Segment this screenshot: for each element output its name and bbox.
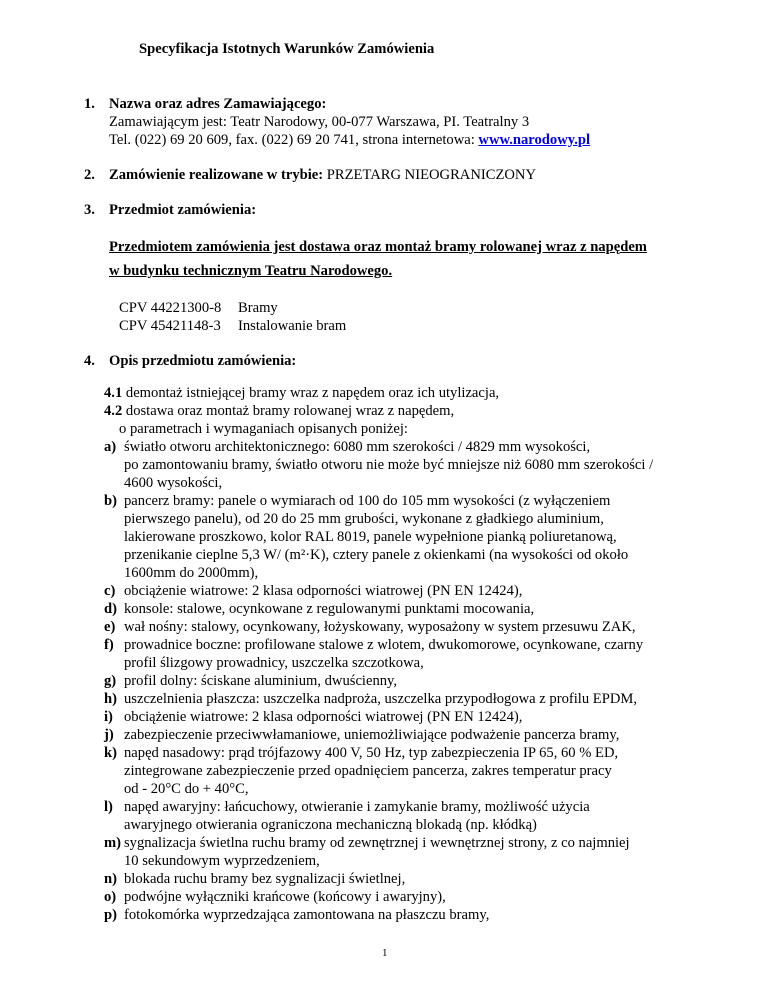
- requirement-text: fotokomórka wyprzedzająca zamontowana na płaszczu bramy,: [124, 907, 490, 923]
- requirement-text: prowadnice boczne: profilowane stalowe z wlotem, dwukomorowe, ocynkowane, czarny: [124, 637, 644, 653]
- requirement-item: [104, 798, 590, 816]
- section-title: Nazwa oraz adres Zamawiającego:: [109, 96, 327, 112]
- page-number: 1: [382, 947, 388, 959]
- cpv-description: Instalowanie bram: [238, 318, 347, 334]
- requirement-text: zintegrowane zabezpieczenie przed opadnięciem pancerza, zakres temperatur pracy: [124, 763, 612, 779]
- requirement-text: konsole: stalowe, ocynkowane z regulowanymi punktami mocowania,: [124, 601, 535, 617]
- section-title: Opis przedmiotu zamówienia:: [109, 353, 297, 369]
- requirement-label: g): [104, 673, 117, 689]
- requirement-item: [104, 870, 405, 888]
- point-4-1: [104, 384, 499, 402]
- requirement-item: [104, 636, 643, 654]
- requirement-text: po zamontowaniu bramy, światło otworu nie może być mniejsze niż 6080 mm szerokości /: [124, 457, 654, 473]
- page-title: Specyfikacja Istotnych Warunków Zamówienia: [139, 41, 435, 57]
- requirement-item: [104, 672, 397, 690]
- subject-underlined-line-2: w budynku technicznym Teatru Narodowego.: [109, 263, 393, 279]
- cpv-code: CPV 44221300-8: [119, 300, 222, 316]
- website-link[interactable]: www.narodowy.pl: [478, 132, 591, 148]
- requirement-text: światło otworu architektonicznego: 6080 mm szerokości / 4829 mm wysokości,: [124, 439, 591, 455]
- requirement-text: przenikanie cieplne 5,3 W/ (m²·K), cztery panele z okienkami (na wysokości od około: [124, 547, 629, 563]
- section-number: 2.: [84, 167, 95, 183]
- requirement-item: [104, 834, 630, 852]
- requirement-text: napęd awaryjny: łańcuchowy, otwieranie i zamykanie bramy, możliwość użycia: [124, 799, 590, 815]
- procedure-type: PRZETARG NIEOGRANICZONY: [323, 167, 537, 183]
- contracting-authority-line: Zamawiającym jest: Teatr Narodowy, 00-077 Warszawa, PI. Teatralny 3: [109, 114, 530, 130]
- requirement-text: zabezpieczenie przeciwwłamaniowe, uniemożliwiające podważenie pancerza bramy,: [124, 727, 620, 743]
- requirement-text: profil dolny: ściskane aluminium, dwuścienny,: [124, 673, 398, 689]
- cpv-row: [119, 299, 278, 317]
- requirement-item-continuation: [124, 780, 249, 798]
- requirement-text: obciążenie wiatrowe: 2 klasa odporności wiatrowej (PN EN 12424),: [124, 583, 523, 599]
- section-2-heading: [84, 166, 536, 184]
- requirement-item: [104, 906, 489, 924]
- requirement-text: blokada ruchu bramy bez sygnalizacji świetlnej,: [124, 871, 406, 887]
- requirement-item: [104, 492, 610, 510]
- requirement-text: sygnalizacja świetlna ruchu bramy od zewnętrznej i wewnętrznej strony, z co najmniej: [124, 835, 630, 851]
- requirement-item-continuation: [124, 564, 258, 582]
- requirement-text: 10 sekundowym wyprzedzeniem,: [124, 853, 320, 869]
- point-4-2: [104, 402, 454, 420]
- requirement-item: [104, 726, 619, 744]
- point-number: 4.2: [104, 403, 123, 419]
- requirement-text: podwójne wyłączniki krańcowe (końcowy i awaryjny),: [124, 889, 446, 905]
- requirement-item: [104, 744, 618, 762]
- section-1-heading: [84, 95, 326, 113]
- section-number: 1.: [84, 96, 95, 112]
- requirement-label: n): [104, 871, 117, 887]
- requirement-label: p): [104, 907, 117, 923]
- requirement-label: e): [104, 619, 116, 635]
- requirement-label: h): [104, 691, 117, 707]
- requirement-item-continuation: [124, 762, 612, 780]
- requirement-text: od - 20°C do + 40°C,: [124, 781, 249, 797]
- section-4-heading: [84, 352, 296, 370]
- cpv-code: CPV 45421148-3: [119, 318, 221, 334]
- requirement-label: k): [104, 745, 117, 761]
- requirement-item-continuation: [124, 510, 604, 528]
- requirement-item: [104, 600, 534, 618]
- requirement-item-continuation: [124, 474, 222, 492]
- section-title: Przedmiot zamówienia:: [109, 202, 257, 218]
- contact-line: [109, 131, 590, 149]
- requirement-label: d): [104, 601, 117, 617]
- section-3-heading: [84, 201, 256, 219]
- requirement-item: [104, 438, 590, 456]
- requirement-label: c): [104, 583, 116, 599]
- point-text: dostawa oraz montaż bramy rolowanej wraz z napędem,: [122, 403, 455, 419]
- requirement-label: o): [104, 889, 117, 905]
- requirement-item-continuation: [124, 654, 424, 672]
- requirement-item-continuation: [124, 852, 320, 870]
- contact-text: Tel. (022) 69 20 609, fax. (022) 69 20 741, strona internetowa:: [109, 132, 479, 148]
- requirement-item-continuation: [124, 528, 617, 546]
- requirement-item-continuation: [124, 456, 653, 474]
- requirement-text: 1600mm do 2000mm),: [124, 565, 259, 581]
- requirement-item: [104, 690, 637, 708]
- requirement-item: [104, 708, 522, 726]
- cpv-description: Bramy: [238, 300, 278, 316]
- requirement-item-continuation: [124, 546, 628, 564]
- section-number: 3.: [84, 202, 95, 218]
- requirement-label: f): [104, 637, 114, 653]
- point-text: demontaż istniejącej bramy wraz z napędem oraz ich utylizacja,: [122, 385, 500, 401]
- requirement-text: pierwszego panelu), od 20 do 25 mm grubości, wykonane z gładkiego aluminium,: [124, 511, 604, 527]
- requirement-label: i): [104, 709, 113, 725]
- requirement-label: j): [104, 727, 114, 743]
- requirement-label: b): [104, 493, 117, 509]
- requirement-item: [104, 582, 522, 600]
- requirement-item-continuation: [124, 816, 537, 834]
- section-number: 4.: [84, 353, 95, 369]
- section-title: Zamówienie realizowane w trybie:: [109, 167, 324, 183]
- point-4-2-continuation: o parametrach i wymaganiach opisanych poniżej:: [119, 421, 408, 437]
- requirement-label: l): [104, 799, 113, 815]
- cpv-row: [119, 317, 346, 335]
- requirement-text: obciążenie wiatrowe: 2 klasa odporności wiatrowej (PN EN 12424),: [124, 709, 523, 725]
- requirement-text: wał nośny: stalowy, ocynkowany, łożyskowany, wyposażony w system przesuwu ZAK,: [124, 619, 636, 635]
- requirement-label: m): [104, 835, 122, 851]
- requirement-text: uszczelnienia płaszcza: uszczelka nadproża, uszczelka przypodłogowa z profilu EPDM,: [124, 691, 637, 707]
- requirement-item: [104, 888, 446, 906]
- point-number: 4.1: [104, 385, 123, 401]
- requirement-text: profil ślizgowy prowadnicy, uszczelka szczotkowa,: [124, 655, 424, 671]
- requirement-text: napęd nasadowy: prąd trójfazowy 400 V, 50 Hz, typ zabezpieczenia IP 65, 60 % ED,: [124, 745, 619, 761]
- requirement-text: lakierowane proszkowo, kolor RAL 8019, panele wypełnione pianką poliuretanową,: [124, 529, 617, 545]
- requirement-text: 4600 wysokości,: [124, 475, 223, 491]
- requirement-label: a): [104, 439, 117, 455]
- requirement-text: awaryjnego otwierania ograniczona mechaniczną blokadą (np. kłódką): [124, 817, 537, 833]
- subject-underlined-line-1: Przedmiotem zamówienia jest dostawa oraz montaż bramy rolowanej wraz z napędem: [109, 239, 647, 255]
- requirement-item: [104, 618, 636, 636]
- requirement-text: pancerz bramy: panele o wymiarach od 100 do 105 mm wysokości (z wyłączeniem: [124, 493, 611, 509]
